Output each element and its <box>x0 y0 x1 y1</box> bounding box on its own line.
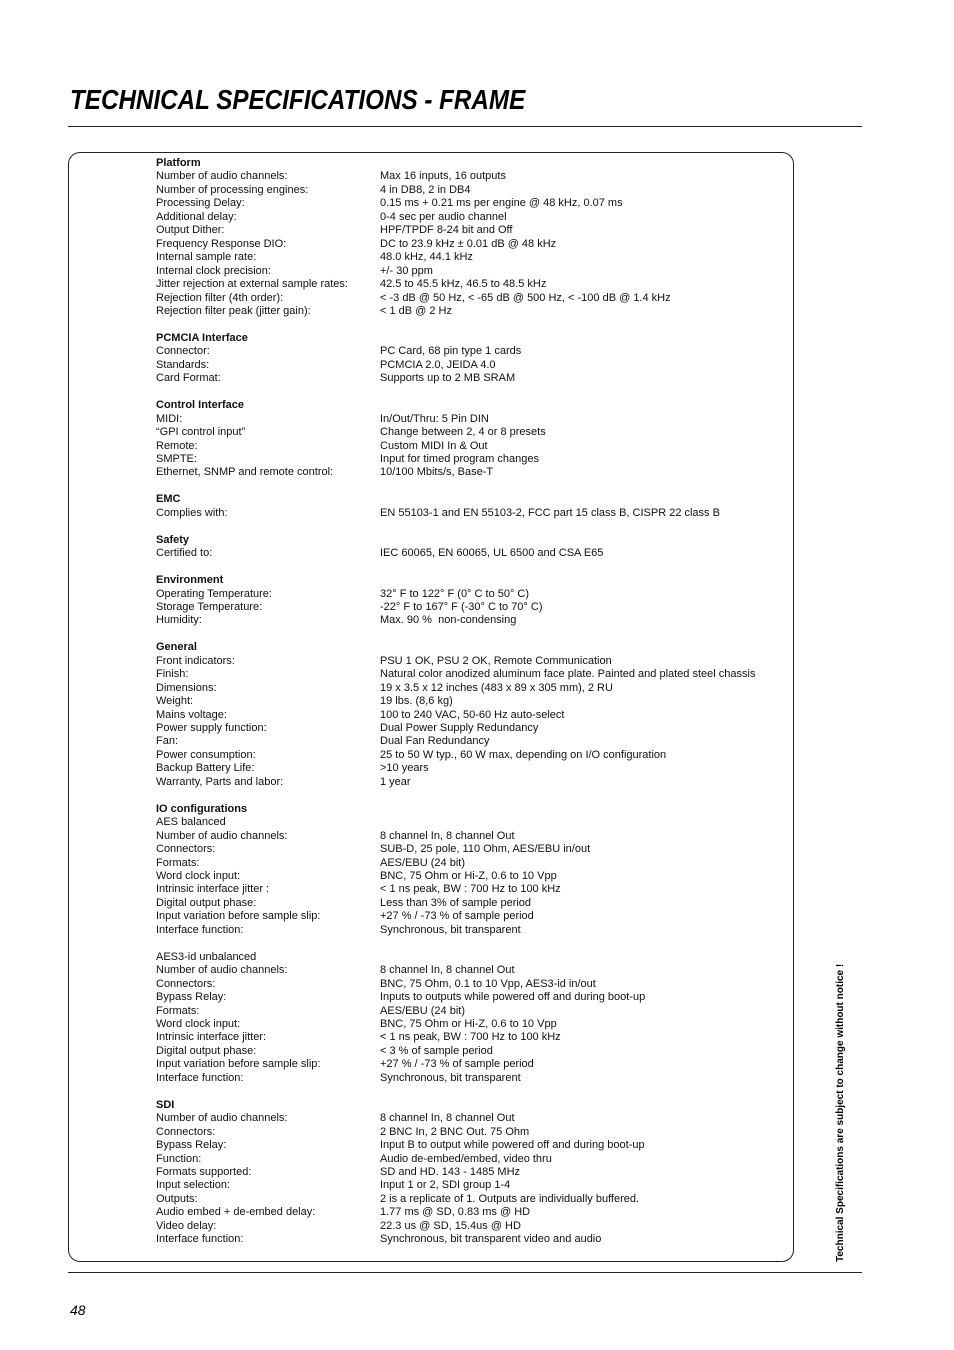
spec-row <box>156 749 786 762</box>
spec-label: Rejection filter peak (jitter gain): <box>156 304 311 317</box>
spec-row <box>156 547 786 560</box>
spec-label: Connectors: <box>156 977 216 990</box>
spec-row <box>156 1220 786 1233</box>
spec-row <box>156 265 786 278</box>
spec-label: “GPI control input” <box>156 426 246 439</box>
spec-row <box>156 507 786 520</box>
spec-row <box>156 251 786 264</box>
spec-label: Internal sample rate: <box>156 251 257 264</box>
spec-value: Input for timed program changes <box>380 452 539 465</box>
spec-label: Finish: <box>156 668 189 681</box>
spec-row <box>156 1126 786 1139</box>
header-divider <box>68 126 862 127</box>
spec-row <box>156 292 786 305</box>
spec-value: BNC, 75 Ohm or Hi-Z, 0.6 to 10 Vpp <box>380 870 557 883</box>
subsection-heading: AES3-id unbalanced <box>156 950 257 963</box>
spec-value: 0-4 sec per audio channel <box>380 210 507 223</box>
subsection-heading: AES balanced <box>156 816 226 829</box>
spec-label: Standards: <box>156 358 210 371</box>
spec-label: Rejection filter (4th order): <box>156 291 284 304</box>
spec-value: 22.3 us @ SD, 15.4us @ HD <box>380 1219 521 1232</box>
spec-row <box>156 1112 786 1125</box>
spec-row <box>156 211 786 224</box>
spec-row <box>156 1045 786 1058</box>
spec-row <box>156 359 786 372</box>
spec-label: Backup Battery Life: <box>156 762 255 775</box>
spec-row <box>156 601 786 614</box>
spec-value: 1 year <box>380 775 411 788</box>
spec-label: Jitter rejection at external sample rates: <box>156 278 348 291</box>
spec-row <box>156 709 786 722</box>
spec-section <box>156 534 786 561</box>
spec-value: HPF/TPDF 8-24 bit and Off <box>380 224 513 237</box>
spec-section <box>156 399 786 480</box>
spec-value: Inputs to outputs while powered off and during boot-up <box>380 991 646 1004</box>
spec-label: Ethernet, SNMP and remote control: <box>156 466 334 479</box>
spec-value: Change between 2, 4 or 8 presets <box>380 426 546 439</box>
section-heading: Platform <box>156 157 201 169</box>
spec-value: 42.5 to 45.5 kHz, 46.5 to 48.5 kHz <box>380 278 547 291</box>
spec-row <box>156 964 786 977</box>
spec-value: 2 is a replicate of 1. Outputs are individually buffered. <box>380 1192 640 1205</box>
spec-label: Number of audio channels: <box>156 829 288 842</box>
spec-value: < 1 dB @ 2 Hz <box>380 304 453 317</box>
footer-divider <box>68 1272 862 1273</box>
spec-label: Storage Temperature: <box>156 600 263 613</box>
spec-label: Bypass Relay: <box>156 991 227 1004</box>
spec-row <box>156 345 786 358</box>
spec-label: Power consumption: <box>156 748 256 761</box>
spec-value: +/- 30 ppm <box>380 264 433 277</box>
spec-row <box>156 735 786 748</box>
spec-value: BNC, 75 Ohm, 0.1 to 10 Vpp, AES3-id in/out <box>380 977 596 990</box>
spec-row <box>156 682 786 695</box>
spec-value: +27 % / -73 % of sample period <box>380 1058 534 1071</box>
spec-label: Input variation before sample slip: <box>156 910 321 923</box>
spec-row <box>156 278 786 291</box>
spec-row <box>156 1058 786 1071</box>
spec-value: Dual Power Supply Redundancy <box>380 722 539 735</box>
spec-row <box>156 170 786 183</box>
spec-row <box>156 184 786 197</box>
spec-value: >10 years <box>380 762 429 775</box>
spec-row <box>156 830 786 843</box>
spec-label: Digital output phase: <box>156 1044 257 1057</box>
spec-row <box>156 762 786 775</box>
spec-row <box>156 776 786 789</box>
spec-value: EN 55103-1 and EN 55103-2, FCC part 15 class B, CISPR 22 class B <box>380 506 720 519</box>
spec-label: Complies with: <box>156 506 228 519</box>
spec-value: 8 channel In, 8 channel Out <box>380 1112 515 1125</box>
spec-label: SMPTE: <box>156 452 197 465</box>
spec-section <box>156 574 786 628</box>
spec-value: Dual Fan Redundancy <box>380 735 490 748</box>
spec-value: PCMCIA 2.0, JEIDA 4.0 <box>380 358 496 371</box>
spec-label: Formats: <box>156 856 200 869</box>
spec-label: Dimensions: <box>156 681 217 694</box>
spec-row <box>156 1072 786 1085</box>
spec-list <box>156 157 786 1247</box>
spec-row <box>156 910 786 923</box>
page-number: 48 <box>70 1302 86 1318</box>
spec-label: Interface function: <box>156 1233 244 1246</box>
spec-row <box>156 588 786 601</box>
spec-value: < 3 % of sample period <box>380 1044 493 1057</box>
spec-row <box>156 1179 786 1192</box>
spec-value: Custom MIDI In & Out <box>380 439 488 452</box>
spec-value: Synchronous, bit transparent <box>380 1071 521 1084</box>
spec-label: Number of audio channels: <box>156 1112 288 1125</box>
spec-row <box>156 238 786 251</box>
spec-label: Front indicators: <box>156 654 235 667</box>
spec-label: Audio embed + de-embed delay: <box>156 1206 316 1219</box>
spec-value: 48.0 kHz, 44.1 kHz <box>380 251 473 264</box>
spec-label: Processing Delay: <box>156 197 245 210</box>
spec-label: Word clock input: <box>156 1018 241 1030</box>
spec-value: Synchronous, bit transparent <box>380 923 521 936</box>
spec-value: 2 BNC In, 2 BNC Out. 75 Ohm <box>380 1125 530 1138</box>
spec-value: -22° F to 167° F (-30° C to 70° C) <box>380 600 543 613</box>
spec-value: Less than 3% of sample period <box>380 896 532 909</box>
spec-row <box>156 372 786 385</box>
spec-section <box>156 803 786 938</box>
spec-label: Internal clock precision: <box>156 264 271 277</box>
spec-value: Max 16 inputs, 16 outputs <box>380 170 506 183</box>
spec-label: Intrinsic interface jitter: <box>156 1031 267 1044</box>
spec-label: Digital output phase: <box>156 896 257 909</box>
spec-value: DC to 23.9 kHz ± 0.01 dB @ 48 kHz <box>380 237 557 250</box>
spec-row <box>156 426 786 439</box>
spec-value: 10/100 Mbits/s, Base-T <box>380 466 494 479</box>
spec-value: Synchronous, bit transparent video and audio <box>380 1233 602 1246</box>
spec-label: Number of audio channels: <box>156 170 288 183</box>
spec-row <box>156 843 786 856</box>
spec-value: 19 x 3.5 x 12 inches (483 x 89 x 305 mm), 2 RU <box>380 681 613 694</box>
spec-row <box>156 413 786 426</box>
spec-value: Max. 90 % non-condensing <box>380 614 517 627</box>
spec-row <box>156 1233 786 1246</box>
spec-section <box>156 157 786 318</box>
spec-value: SUB-D, 25 pole, 110 Ohm, AES/EBU in/out <box>380 843 591 856</box>
section-heading: IO configurations <box>156 802 248 815</box>
spec-row <box>156 1193 786 1206</box>
spec-section <box>156 641 786 789</box>
spec-row <box>156 722 786 735</box>
spec-label: Number of audio channels: <box>156 964 288 977</box>
spec-row <box>156 695 786 708</box>
spec-label: Input variation before sample slip: <box>156 1058 321 1071</box>
spec-label: Word clock input: <box>156 870 241 883</box>
spec-value: 32° F to 122° F (0° C to 50° C) <box>380 587 530 600</box>
spec-row <box>156 305 786 318</box>
spec-label: Connector: <box>156 345 210 358</box>
spec-row <box>156 1153 786 1166</box>
spec-label: Operating Temperature: <box>156 587 272 600</box>
spec-value: In/Out/Thru: 5 Pin DIN <box>380 412 489 425</box>
side-note: Technical Specifications are subject to change without notice ! <box>835 963 846 1262</box>
spec-row <box>156 466 786 479</box>
spec-row <box>156 1031 786 1044</box>
spec-value: 8 channel In, 8 channel Out <box>380 829 515 842</box>
spec-label: Formats supported: <box>156 1165 252 1178</box>
spec-row <box>156 924 786 937</box>
spec-label: Card Format: <box>156 372 221 385</box>
section-heading: Control Interface <box>156 399 245 412</box>
spec-value: 4 in DB8, 2 in DB4 <box>380 183 471 196</box>
spec-value: 25 to 50 W typ., 60 W max, depending on I/O configuration <box>380 748 667 761</box>
spec-label: Interface function: <box>156 923 244 936</box>
spec-value: < -3 dB @ 50 Hz, < -65 dB @ 500 Hz, < -100 dB @ 1.4 kHz <box>380 291 671 304</box>
spec-row <box>156 857 786 870</box>
spec-value: Input 1 or 2, SDI group 1-4 <box>380 1179 511 1192</box>
spec-label: Bypass Relay: <box>156 1139 227 1152</box>
spec-label: Connectors: <box>156 1125 216 1138</box>
spec-row <box>156 1139 786 1152</box>
spec-label: Power supply function: <box>156 722 267 735</box>
spec-section <box>156 332 786 386</box>
spec-row <box>156 614 786 627</box>
spec-row <box>156 870 786 883</box>
spec-row <box>156 1206 786 1219</box>
spec-label: Number of processing engines: <box>156 183 309 196</box>
spec-row <box>156 440 786 453</box>
spec-value: Audio de-embed/embed, video thru <box>380 1152 552 1165</box>
spec-value: AES/EBU (24 bit) <box>380 856 465 869</box>
spec-value: BNC, 75 Ohm or Hi-Z, 0.6 to 10 Vpp <box>380 1018 557 1030</box>
spec-label: Frequency Response DIO: <box>156 237 287 250</box>
spec-row <box>156 1166 786 1179</box>
spec-label: Outputs: <box>156 1192 198 1205</box>
spec-label: Function: <box>156 1152 202 1165</box>
spec-value: 19 lbs. (8,6 kg) <box>380 695 453 708</box>
spec-value: Natural color anodized aluminum face plate. Painted and plated steel chassis <box>380 668 756 681</box>
spec-row <box>156 991 786 1004</box>
spec-value: < 1 ns peak, BW : 700 Hz to 100 kHz <box>380 883 561 896</box>
spec-label: Connectors: <box>156 843 216 856</box>
spec-row <box>156 978 786 991</box>
spec-label: Output Dither: <box>156 224 225 237</box>
spec-row <box>156 1005 786 1018</box>
spec-value: 1.77 ms @ SD, 0.83 ms @ HD <box>380 1206 531 1219</box>
spec-label: Remote: <box>156 439 198 452</box>
spec-label: Formats: <box>156 1004 200 1017</box>
spec-label: Interface function: <box>156 1071 244 1084</box>
spec-value: IEC 60065, EN 60065, UL 6500 and CSA E65 <box>380 547 604 560</box>
spec-label: Additional delay: <box>156 210 237 223</box>
spec-value: 100 to 240 VAC, 50-60 Hz auto-select <box>380 708 565 721</box>
spec-section <box>156 1099 786 1247</box>
spec-value: PC Card, 68 pin type 1 cards <box>380 345 522 358</box>
page-title: TECHNICAL SPECIFICATIONS - FRAME <box>70 84 526 115</box>
spec-section <box>156 951 786 1086</box>
section-heading: PCMCIA Interface <box>156 331 248 344</box>
spec-value: PSU 1 OK, PSU 2 OK, Remote Communication <box>380 654 612 667</box>
spec-value: SD and HD. 143 - 1485 MHz <box>380 1165 521 1178</box>
spec-value: 8 channel In, 8 channel Out <box>380 964 515 977</box>
spec-label: Input selection: <box>156 1179 230 1192</box>
spec-section <box>156 493 786 520</box>
spec-label: Humidity: <box>156 614 202 627</box>
section-heading: General <box>156 641 197 654</box>
spec-row <box>156 197 786 210</box>
spec-label: Weight: <box>156 695 194 708</box>
spec-row <box>156 224 786 237</box>
spec-row <box>156 897 786 910</box>
spec-value: < 1 ns peak, BW : 700 Hz to 100 kHz <box>380 1031 561 1044</box>
spec-label: MIDI: <box>156 412 183 425</box>
section-heading: SDI <box>156 1098 175 1111</box>
spec-label: Video delay: <box>156 1219 217 1232</box>
section-heading: Environment <box>156 574 224 587</box>
spec-value: Supports up to 2 MB SRAM <box>380 372 516 385</box>
section-heading: Safety <box>156 533 190 546</box>
spec-label: Fan: <box>156 735 179 748</box>
spec-label: Warranty, Parts and labor: <box>156 775 284 788</box>
spec-row <box>156 453 786 466</box>
section-heading: EMC <box>156 493 181 506</box>
spec-row <box>156 883 786 896</box>
spec-row <box>156 668 786 681</box>
spec-label: Certified to: <box>156 547 213 560</box>
spec-value: Input B to output while powered off and during boot-up <box>380 1139 645 1152</box>
spec-value: 0.15 ms + 0.21 ms per engine @ 48 kHz, 0.07 ms <box>380 197 623 210</box>
spec-label: Mains voltage: <box>156 708 227 721</box>
spec-row <box>156 655 786 668</box>
spec-value: +27 % / -73 % of sample period <box>380 910 534 923</box>
spec-value: AES/EBU (24 bit) <box>380 1004 465 1017</box>
spec-row <box>156 1018 786 1031</box>
spec-label: Intrinsic interface jitter : <box>156 883 270 896</box>
